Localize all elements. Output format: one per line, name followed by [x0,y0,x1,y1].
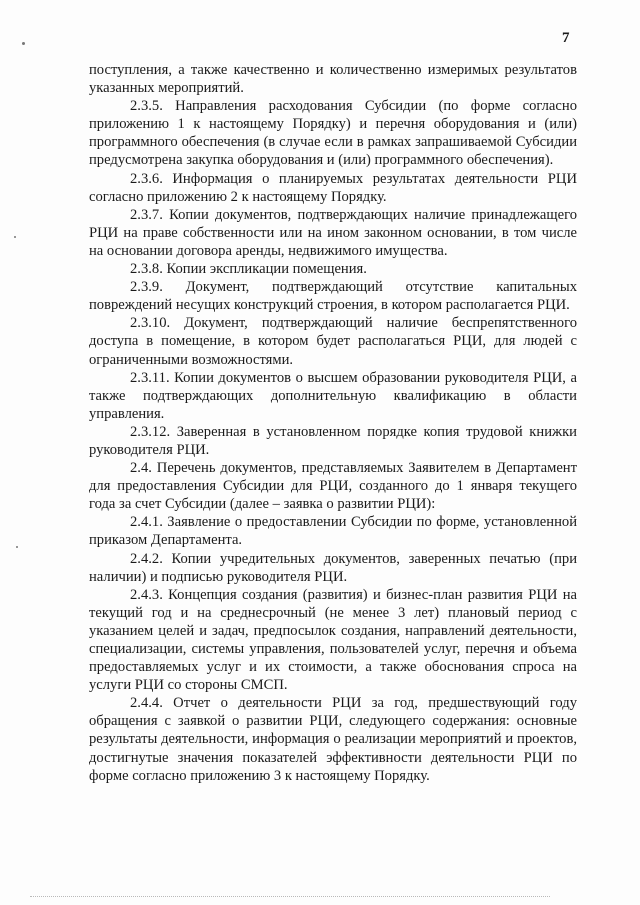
paragraph: 2.4.2. Копии учредительных документов, заверенных печатью (при наличии) и подписью руководителя РЦИ. [89,550,577,585]
paragraph: 2.3.10. Документ, подтверждающий наличие беспрепятственного доступа в помещение, в котором будет располагаться РЦИ, для людей с ограниченными возможностями. [89,315,577,368]
paragraph: 2.3.8. Копии экспликации помещения. [130,261,367,278]
page-number: 7 [562,30,570,46]
scan-speck [14,236,16,238]
paragraph: 2.3.7. Копии документов, подтверждающих наличие принадлежащего РЦИ на праве собственности или на ином законном основании, в том числе на основании договора аренды, недвижимого имущества. [89,206,577,259]
scan-edge-artifact [30,896,550,897]
paragraph: 2.4. Перечень документов, представляемых Заявителем в Департамент для предоставления Субсидии для РЦИ, созданного до 1 января текущего года за счет Субсидии (далее – заявка о развитии РЦИ): [89,460,577,513]
paragraph: 2.3.5. Направления расходования Субсидии (по форме согласно приложению 1 к настоящему Порядку) и перечня оборудования и (или) программного обеспечения (в случае если в рамках запрашиваемой Субсидии предусмотрена закупка оборудования и (или) программного обеспечения). [89,98,577,169]
scan-speck [22,42,25,45]
scan-speck [16,546,18,548]
paragraph: 2.4.3. Концепция создания (развития) и бизнес-план развития РЦИ на текущий год и на среднесрочный (не менее 3 лет) плановый период с указанием целей и задач, предпосылок создания, направлений деятельности, специализации, системы управления, пользователей услуг, перечня и объема предоставляемых услуг и их стоимости, а также обоснования спроса на услуги РЦИ со стороны СМСП. [89,586,577,694]
document-body [89,61,577,785]
paragraph: 2.4.4. Отчет о деятельности РЦИ за год, предшествующий году обращения с заявкой о развитии РЦИ, следующего содержания: основные результаты деятельности, информация о реализации мероприятий и проектов, достигнутые значения показателей эффективности деятельности РЦИ по форме согласно приложению 3 к настоящему Порядку. [89,695,577,784]
paragraph: 2.3.11. Копии документов о высшем образовании руководителя РЦИ, а также подтверждающих дополнительную квалификацию в области управления. [89,369,577,422]
paragraph: 2.3.9. Документ, подтверждающий отсутствие капитальных повреждений несущих конструкций строения, в котором располагается РЦИ. [89,279,577,314]
paragraph: 2.4.1. Заявление о предоставлении Субсидии по форме, установленной приказом Департамента. [89,514,577,549]
paragraph: 2.3.12. Заверенная в установленном порядке копия трудовой книжки руководителя РЦИ. [89,423,577,458]
paragraph: поступления, а также качественно и количественно измеримых результатов указанных мероприятий. [89,62,577,97]
paragraph: 2.3.6. Информация о планируемых результатах деятельности РЦИ согласно приложению 2 к настоящему Порядку. [89,170,577,205]
